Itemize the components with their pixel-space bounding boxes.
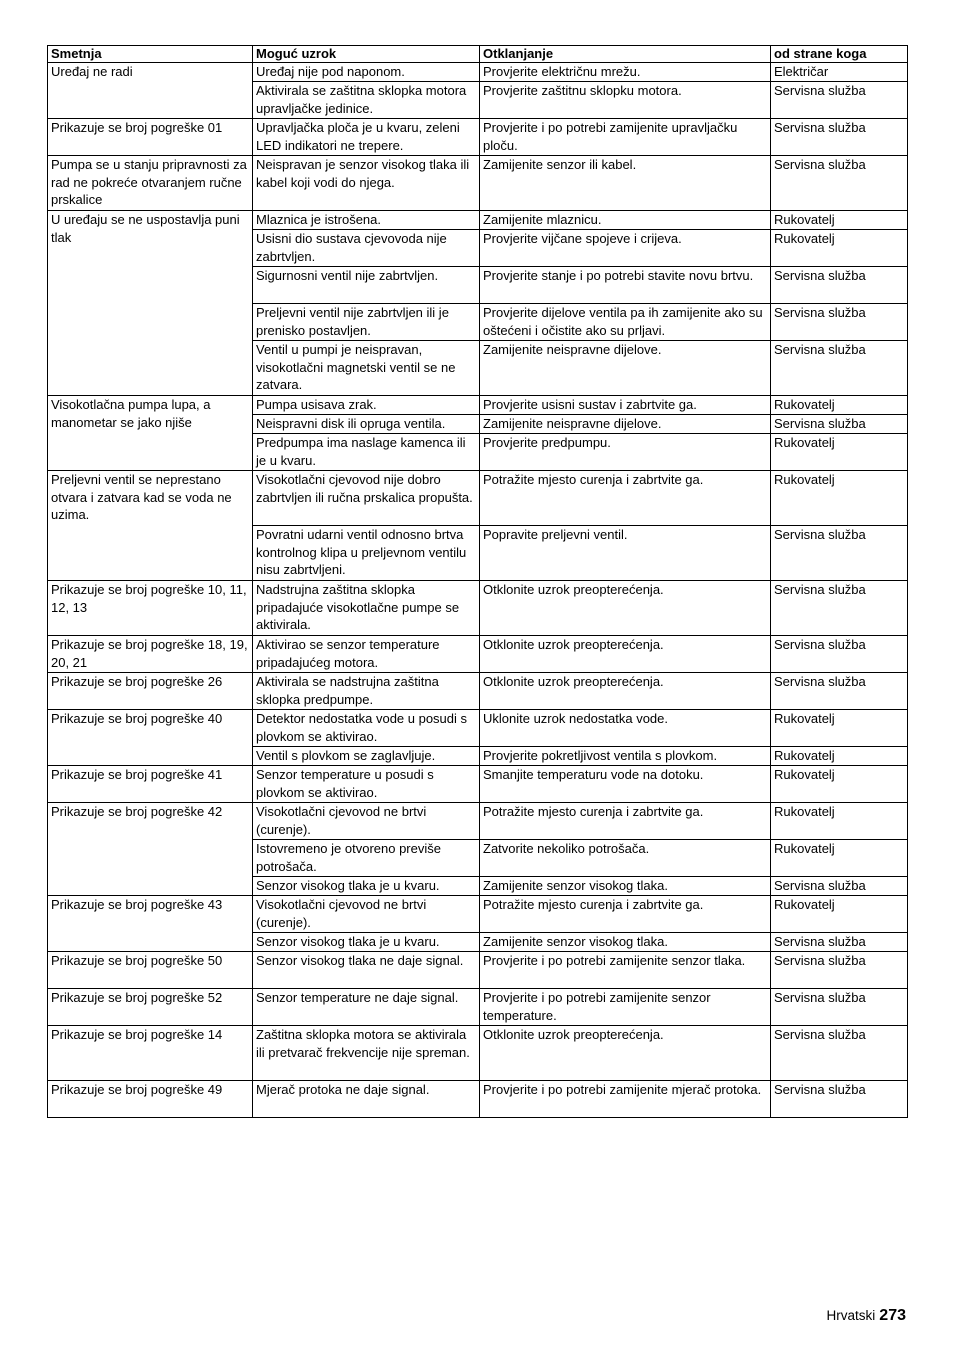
cause-cell: Senzor temperature u posudi s plovkom se aktivirao. (253, 766, 480, 803)
remedy-cell: Otklonite uzrok preopterećenja. (480, 636, 771, 673)
table-row (48, 396, 908, 415)
table-row (48, 156, 908, 211)
remedy-cell: Provjerite predpumpu. (480, 434, 771, 471)
fault-cell: Pumpa se u stanju pripravnosti za rad ne pokreće otvaranjem ručne prskalice (48, 156, 253, 211)
cause-cell: Upravljačka ploča je u kvaru, zeleni LED indikatori ne trepere. (253, 119, 480, 156)
cause-cell: Senzor visokog tlaka je u kvaru. (253, 877, 480, 896)
responsible-cell: Servisna služba (771, 952, 908, 989)
responsible-cell: Servisna služba (771, 341, 908, 396)
fault-cell: Prikazuje se broj pogreške 14 (48, 1026, 253, 1081)
responsible-cell: Električar (771, 63, 908, 82)
responsible-cell: Servisna služba (771, 673, 908, 710)
cause-cell: Nadstrujna zaštitna sklopka pripadajuće visokotlačne pumpe se aktivirala. (253, 581, 480, 636)
cause-cell: Pumpa usisava zrak. (253, 396, 480, 415)
cause-cell: Ventil s plovkom se zaglavljuje. (253, 747, 480, 766)
cause-cell: Istovremeno je otvoreno previše potrošača. (253, 840, 480, 877)
cause-cell: Visokotlačni cjevovod ne brtvi (curenje). (253, 803, 480, 840)
responsible-cell: Servisna služba (771, 119, 908, 156)
responsible-cell: Rukovatelj (771, 840, 908, 877)
header-remedy: Otklanjanje (480, 46, 771, 63)
responsible-cell: Rukovatelj (771, 471, 908, 526)
responsible-cell: Servisna služba (771, 933, 908, 952)
remedy-cell: Provjerite vijčane spojeve i crijeva. (480, 230, 771, 267)
remedy-cell: Provjerite zaštitnu sklopku motora. (480, 82, 771, 119)
header-cause: Moguć uzrok (253, 46, 480, 63)
page-number: 273 (879, 1307, 906, 1324)
table-row (48, 1081, 908, 1118)
remedy-cell: Popravite preljevni ventil. (480, 526, 771, 581)
responsible-cell: Servisna služba (771, 82, 908, 119)
table-row (48, 581, 908, 636)
cause-cell: Aktivirala se zaštitna sklopka motora upravljačke jedinice. (253, 82, 480, 119)
cause-cell: Senzor temperature ne daje signal. (253, 989, 480, 1026)
responsible-cell: Rukovatelj (771, 766, 908, 803)
table-row (48, 471, 908, 526)
fault-cell: Prikazuje se broj pogreške 26 (48, 673, 253, 710)
cause-cell: Neispravan je senzor visokog tlaka ili kabel koji vodi do njega. (253, 156, 480, 211)
responsible-cell: Servisna služba (771, 1081, 908, 1118)
table-row (48, 636, 908, 673)
responsible-cell: Servisna služba (771, 877, 908, 896)
cause-cell: Zaštitna sklopka motora se aktivirala ili pretvarač frekvencije nije spreman. (253, 1026, 480, 1081)
cause-cell: Visokotlačni cjevovod ne brtvi (curenje). (253, 896, 480, 933)
cause-cell: Detektor nedostatka vode u posudi s plovkom se aktivirao. (253, 710, 480, 747)
header-responsible: od strane koga (771, 46, 908, 63)
remedy-cell: Zamijenite senzor visokog tlaka. (480, 877, 771, 896)
cause-cell: Mjerač protoka ne daje signal. (253, 1081, 480, 1118)
fault-cell: Prikazuje se broj pogreške 43 (48, 896, 253, 952)
cause-cell: Uređaj nije pod naponom. (253, 63, 480, 82)
remedy-cell: Zamijenite senzor ili kabel. (480, 156, 771, 211)
fault-cell: Prikazuje se broj pogreške 40 (48, 710, 253, 766)
remedy-cell: Zamijenite neispravne dijelove. (480, 415, 771, 434)
remedy-cell: Otklonite uzrok preopterećenja. (480, 1026, 771, 1081)
cause-cell: Preljevni ventil nije zabrtvljen ili je prenisko postavljen. (253, 304, 480, 341)
responsible-cell: Servisna služba (771, 267, 908, 304)
fault-cell: Prikazuje se broj pogreške 52 (48, 989, 253, 1026)
remedy-cell: Provjerite pokretljivost ventila s plovkom. (480, 747, 771, 766)
responsible-cell: Servisna služba (771, 304, 908, 341)
cause-cell: Povratni udarni ventil odnosno brtva kontrolnog klipa u preljevnom ventilu nisu zabrtvljeni. (253, 526, 480, 581)
remedy-cell: Zamijenite neispravne dijelove. (480, 341, 771, 396)
responsible-cell: Rukovatelj (771, 747, 908, 766)
table-row (48, 1026, 908, 1081)
responsible-cell: Rukovatelj (771, 211, 908, 230)
remedy-cell: Zamijenite senzor visokog tlaka. (480, 933, 771, 952)
responsible-cell: Servisna služba (771, 1026, 908, 1081)
header-fault: Smetnja (48, 46, 253, 63)
cause-cell: Aktivirao se senzor temperature pripadajućeg motora. (253, 636, 480, 673)
cause-cell: Visokotlačni cjevovod nije dobro zabrtvljen ili ručna prskalica propušta. (253, 471, 480, 526)
remedy-cell: Zamijenite mlaznicu. (480, 211, 771, 230)
footer-language: Hrvatski (826, 1308, 876, 1323)
fault-cell: Uređaj ne radi (48, 63, 253, 119)
fault-cell: Preljevni ventil se neprestano otvara i zatvara kad se voda ne uzima. (48, 471, 253, 581)
responsible-cell: Servisna služba (771, 156, 908, 211)
fault-cell: Prikazuje se broj pogreške 41 (48, 766, 253, 803)
cause-cell: Neispravni disk ili opruga ventila. (253, 415, 480, 434)
responsible-cell: Rukovatelj (771, 896, 908, 933)
table-row (48, 952, 908, 989)
remedy-cell: Provjerite i po potrebi zamijenite senzor temperature. (480, 989, 771, 1026)
fault-cell: Prikazuje se broj pogreške 01 (48, 119, 253, 156)
fault-cell: Prikazuje se broj pogreške 50 (48, 952, 253, 989)
remedy-cell: Provjerite usisni sustav i zabrtvite ga. (480, 396, 771, 415)
responsible-cell: Rukovatelj (771, 230, 908, 267)
remedy-cell: Provjerite i po potrebi zamijenite mjerač protoka. (480, 1081, 771, 1118)
table-row (48, 766, 908, 803)
cause-cell: Senzor visokog tlaka je u kvaru. (253, 933, 480, 952)
cause-cell: Aktivirala se nadstrujna zaštitna sklopka predpumpe. (253, 673, 480, 710)
fault-cell: Prikazuje se broj pogreške 42 (48, 803, 253, 896)
remedy-cell: Provjerite i po potrebi zamijenite upravljačku ploču. (480, 119, 771, 156)
cause-cell: Senzor visokog tlaka ne daje signal. (253, 952, 480, 989)
table-header-row (48, 46, 908, 63)
remedy-cell: Provjerite stanje i po potrebi stavite novu brtvu. (480, 267, 771, 304)
remedy-cell: Potražite mjesto curenja i zabrtvite ga. (480, 896, 771, 933)
table-row (48, 989, 908, 1026)
responsible-cell: Rukovatelj (771, 710, 908, 747)
cause-cell: Usisni dio sustava cjevovoda nije zabrtvljen. (253, 230, 480, 267)
troubleshooting-table (47, 45, 908, 1118)
cause-cell: Sigurnosni ventil nije zabrtvljen. (253, 267, 480, 304)
table-row (48, 673, 908, 710)
table-row (48, 211, 908, 230)
table-body (48, 63, 908, 1118)
remedy-cell: Uklonite uzrok nedostatka vode. (480, 710, 771, 747)
page-footer (827, 1307, 906, 1325)
remedy-cell: Provjerite električnu mrežu. (480, 63, 771, 82)
remedy-cell: Provjerite dijelove ventila pa ih zamijenite ako su oštećeni i očistite ako su prljavi. (480, 304, 771, 341)
table-row (48, 803, 908, 840)
remedy-cell: Otklonite uzrok preopterećenja. (480, 581, 771, 636)
fault-cell: U uređaju se ne uspostavlja puni tlak (48, 211, 253, 396)
responsible-cell: Servisna služba (771, 636, 908, 673)
responsible-cell: Rukovatelj (771, 396, 908, 415)
fault-cell: Visokotlačna pumpa lupa, a manometar se jako njiše (48, 396, 253, 471)
cause-cell: Predpumpa ima naslage kamenca ili je u kvaru. (253, 434, 480, 471)
responsible-cell: Rukovatelj (771, 803, 908, 840)
responsible-cell: Servisna služba (771, 581, 908, 636)
fault-cell: Prikazuje se broj pogreške 10, 11, 12, 13 (48, 581, 253, 636)
responsible-cell: Servisna služba (771, 526, 908, 581)
remedy-cell: Smanjite temperaturu vode na dotoku. (480, 766, 771, 803)
responsible-cell: Rukovatelj (771, 434, 908, 471)
table-row (48, 896, 908, 933)
remedy-cell: Provjerite i po potrebi zamijenite senzor tlaka. (480, 952, 771, 989)
table-row (48, 710, 908, 747)
responsible-cell: Servisna služba (771, 415, 908, 434)
table-row (48, 63, 908, 82)
table-row (48, 119, 908, 156)
fault-cell: Prikazuje se broj pogreške 18, 19, 20, 21 (48, 636, 253, 673)
cause-cell: Ventil u pumpi je neispravan, visokotlačni magnetski ventil se ne zatvara. (253, 341, 480, 396)
cause-cell: Mlaznica je istrošena. (253, 211, 480, 230)
remedy-cell: Potražite mjesto curenja i zabrtvite ga. (480, 471, 771, 526)
responsible-cell: Servisna služba (771, 989, 908, 1026)
remedy-cell: Potražite mjesto curenja i zabrtvite ga. (480, 803, 771, 840)
remedy-cell: Otklonite uzrok preopterećenja. (480, 673, 771, 710)
remedy-cell: Zatvorite nekoliko potrošača. (480, 840, 771, 877)
fault-cell: Prikazuje se broj pogreške 49 (48, 1081, 253, 1118)
